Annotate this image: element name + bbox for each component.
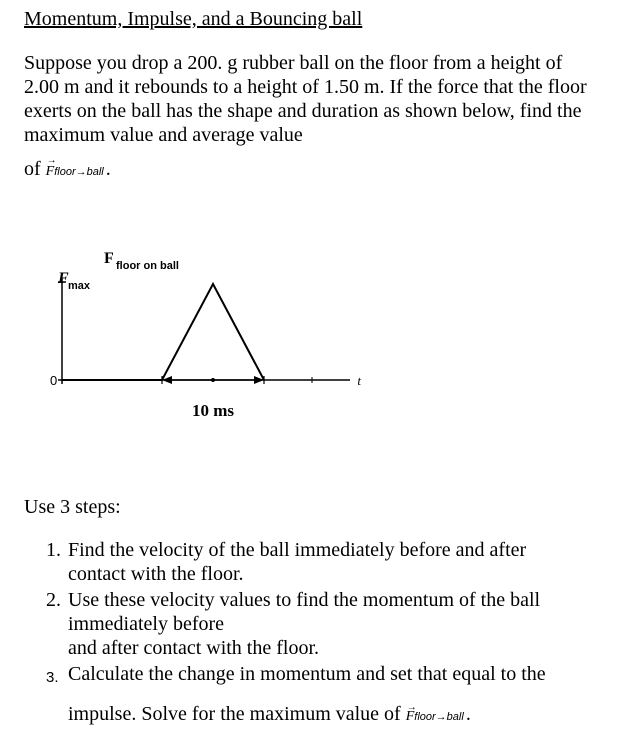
vector-arrow-icon: → — [46, 155, 57, 166]
step-line: impulse. Solve for the maximum value of → Ffloor→ball . — [68, 702, 606, 729]
force-time-graph — [50, 238, 360, 428]
period: . — [105, 158, 111, 180]
steps-list — [46, 538, 606, 731]
step-number: 1. — [46, 539, 61, 561]
step-line: Find the velocity of the ball immediately before and after — [68, 539, 527, 561]
force-subscript: floor→ball — [414, 711, 464, 723]
y-axis-label: F — [104, 250, 114, 267]
fmax-label: F — [58, 270, 69, 287]
problem-force-line — [24, 155, 111, 181]
step-1 — [46, 538, 606, 586]
step-number: 2. — [46, 589, 61, 611]
duration-label: 10 ms — [191, 401, 235, 420]
step-line: immediately before — [68, 613, 225, 635]
zero-label: 0 — [50, 373, 58, 388]
step-number: 3. — [46, 669, 59, 686]
of-word: of — [24, 158, 41, 180]
step-line: Calculate the change in momentum and set that equal to the — [68, 663, 546, 685]
steps-heading: Use 3 steps: — [24, 496, 121, 518]
problem-statement: Suppose you drop a 200. g rubber ball on the floor from a height of 2.00 m and it rebounds to a height of 1.50 m. If the force that the floor exerts on the ball has the shape and duration as shown below, find the maximum value and average value — [24, 52, 587, 146]
step-line: and after contact with the floor. — [68, 637, 320, 659]
duration-midpoint — [211, 378, 215, 382]
x-axis-label: t — [357, 373, 361, 388]
force-vector-symbol: → F — [406, 705, 415, 729]
period: . — [465, 703, 471, 725]
force-pulse — [62, 284, 264, 380]
vector-arrow-icon: → — [406, 702, 417, 713]
step-2 — [46, 588, 606, 660]
step-line: Use these velocity values to find the momentum of the ball — [68, 589, 541, 611]
force-subscript: floor→ball — [54, 166, 104, 178]
y-axis-subscript: floor on ball — [116, 260, 179, 272]
force-vector-symbol: → F — [45, 155, 57, 179]
step-line: contact with the floor. — [68, 563, 244, 585]
step-3 — [46, 662, 606, 729]
document-title: Momentum, Impulse, and a Bouncing ball — [24, 8, 363, 30]
fmax-subscript: max — [68, 280, 91, 292]
